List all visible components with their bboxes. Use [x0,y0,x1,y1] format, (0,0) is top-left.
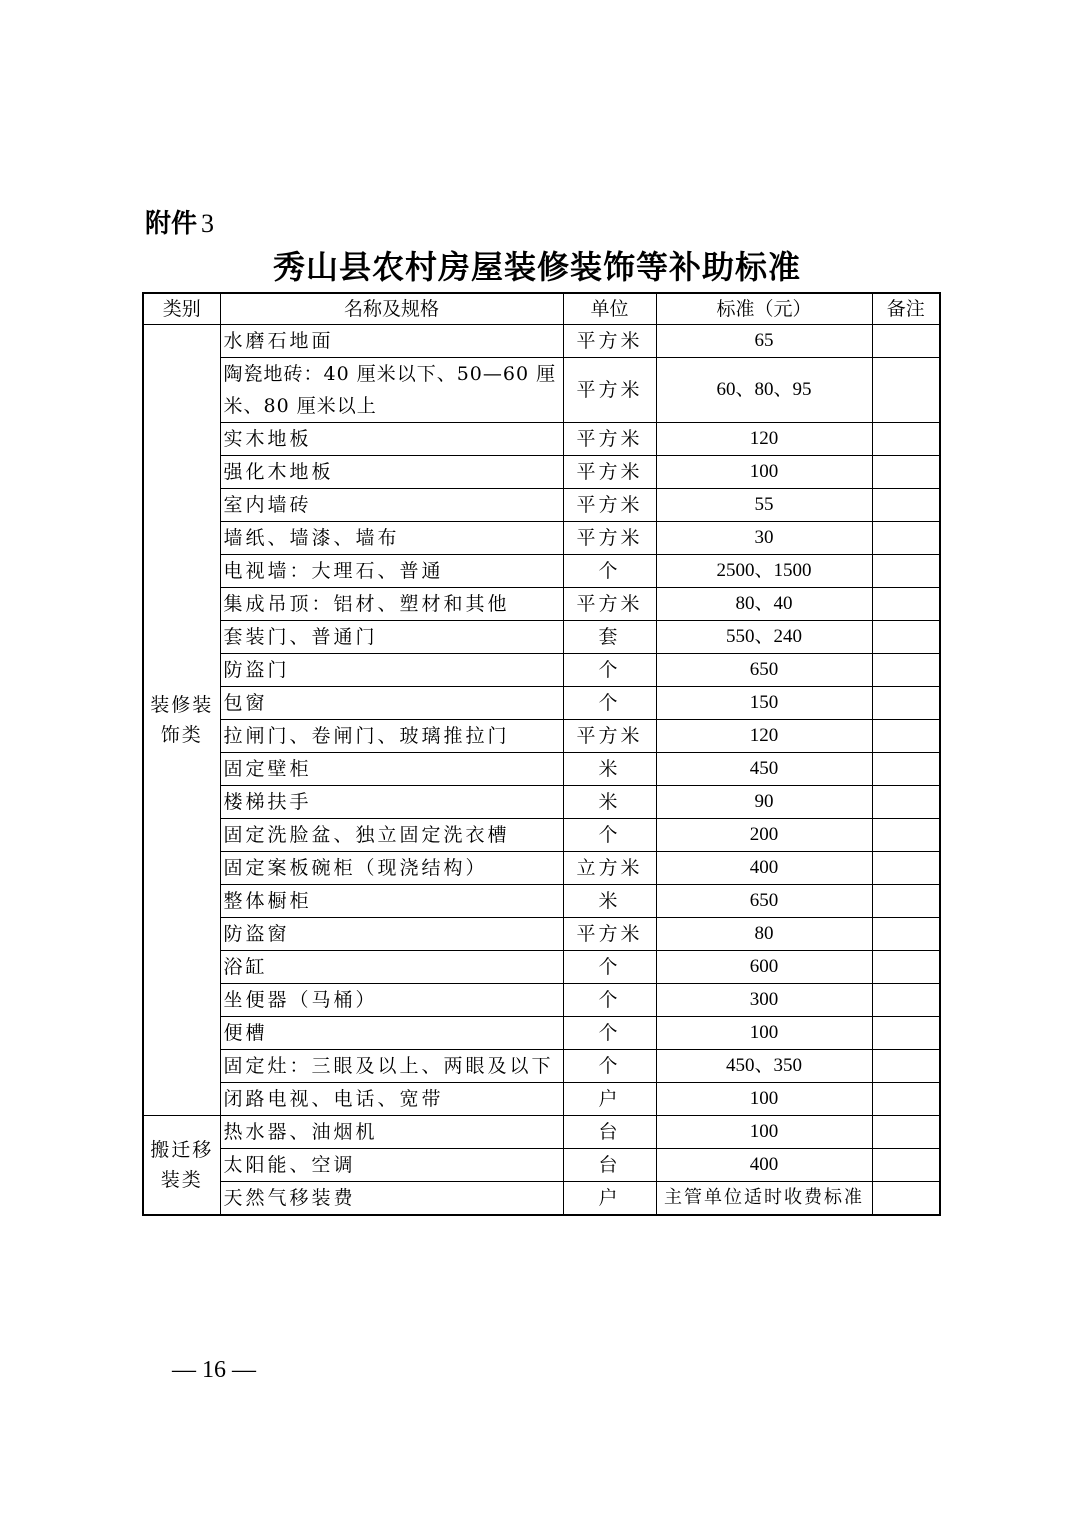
item-name-cell: 防盗门 [220,654,563,687]
note-cell [872,951,940,984]
table-row [143,621,940,654]
subsidy-standard-table [142,292,941,1216]
standard-cell: 200 [656,819,872,852]
item-name-cell: 闭路电视、电话、宽带 [220,1083,563,1116]
item-name-cell: 固定洗脸盆、独立固定洗衣槽 [220,819,563,852]
attachment-label-text: 附件 [145,209,198,239]
table-row [143,1182,940,1216]
note-cell [872,489,940,522]
item-name-cell: 水磨石地面 [220,325,563,358]
standard-cell: 60、80、95 [656,358,872,423]
table-row [143,1116,940,1149]
header-note: 备注 [872,293,940,325]
note-cell [872,423,940,456]
item-name-cell: 防盗窗 [220,918,563,951]
item-name-cell: 固定壁柜 [220,753,563,786]
standard-cell: 120 [656,720,872,753]
item-name-cell: 坐便器（马桶） [220,984,563,1017]
unit-cell: 个 [563,555,656,588]
unit-cell: 台 [563,1116,656,1149]
standard-cell: 400 [656,1149,872,1182]
item-name-cell: 实木地板 [220,423,563,456]
unit-cell: 平方米 [563,720,656,753]
standard-cell: 600 [656,951,872,984]
unit-cell: 户 [563,1182,656,1216]
table-row [143,588,940,621]
table-row [143,1050,940,1083]
note-cell [872,1182,940,1216]
item-name-cell: 楼梯扶手 [220,786,563,819]
standard-cell: 80 [656,918,872,951]
unit-cell: 平方米 [563,358,656,423]
standard-cell: 100 [656,1116,872,1149]
item-name-cell: 室内墙砖 [220,489,563,522]
table-row [143,984,940,1017]
note-cell [872,358,940,423]
standard-cell: 100 [656,456,872,489]
unit-cell: 米 [563,753,656,786]
table-row [143,885,940,918]
standard-cell: 55 [656,489,872,522]
item-name-cell: 天然气移装费 [220,1182,563,1216]
note-cell [872,1116,940,1149]
note-cell [872,852,940,885]
standard-cell: 150 [656,687,872,720]
table-row [143,456,940,489]
table-row [143,654,940,687]
standard-cell: 300 [656,984,872,1017]
standard-cell: 主管单位适时收费标准 [656,1182,872,1216]
table-row [143,555,940,588]
table-row [143,1149,940,1182]
table-row [143,819,940,852]
item-name-cell: 包窗 [220,687,563,720]
note-cell [872,522,940,555]
standard-cell: 550、240 [656,621,872,654]
item-name-cell: 强化木地板 [220,456,563,489]
note-cell [872,984,940,1017]
table-row [143,852,940,885]
unit-cell: 个 [563,819,656,852]
note-cell [872,456,940,489]
unit-cell: 米 [563,885,656,918]
unit-cell: 米 [563,786,656,819]
table-row [143,753,940,786]
standard-cell: 65 [656,325,872,358]
header-row [143,293,940,325]
standard-cell: 100 [656,1017,872,1050]
item-name-cell: 陶瓷地砖：40 厘米以下、50—60 厘米、80 厘米以上 [220,358,563,423]
unit-cell: 个 [563,687,656,720]
note-cell [872,621,940,654]
unit-cell: 户 [563,1083,656,1116]
unit-cell: 台 [563,1149,656,1182]
item-name-cell: 便槽 [220,1017,563,1050]
unit-cell: 平方米 [563,423,656,456]
note-cell [872,1017,940,1050]
note-cell [872,1083,940,1116]
note-cell [872,555,940,588]
unit-cell: 平方米 [563,918,656,951]
standard-cell: 90 [656,786,872,819]
table-body [143,325,940,1216]
unit-cell: 平方米 [563,489,656,522]
standard-cell: 400 [656,852,872,885]
unit-cell: 平方米 [563,325,656,358]
item-name-cell: 整体橱柜 [220,885,563,918]
item-name-cell: 固定案板碗柜（现浇结构） [220,852,563,885]
table-header [143,293,940,325]
category-cell: 搬迁移装类 [143,1116,220,1216]
note-cell [872,720,940,753]
note-cell [872,654,940,687]
standard-cell: 2500、1500 [656,555,872,588]
note-cell [872,918,940,951]
item-name-cell: 电视墙：大理石、普通 [220,555,563,588]
unit-cell: 个 [563,1050,656,1083]
standard-cell: 650 [656,654,872,687]
note-cell [872,1050,940,1083]
standard-cell: 120 [656,423,872,456]
note-cell [872,819,940,852]
table-row [143,423,940,456]
standard-cell: 100 [656,1083,872,1116]
standard-cell: 450、350 [656,1050,872,1083]
category-cell: 装修装饰类 [143,325,220,1116]
unit-cell: 个 [563,1017,656,1050]
table-row [143,522,940,555]
header-unit: 单位 [563,293,656,325]
document-title: 秀山县农村房屋装修装饰等补助标准 [272,248,801,286]
header-name: 名称及规格 [220,293,563,325]
table-row [143,687,940,720]
table-row [143,951,940,984]
unit-cell: 平方米 [563,522,656,555]
unit-cell: 个 [563,984,656,1017]
item-name-cell: 集成吊顶：铝材、塑材和其他 [220,588,563,621]
standard-cell: 650 [656,885,872,918]
note-cell [872,325,940,358]
note-cell [872,588,940,621]
attachment-number: 3 [201,209,215,238]
unit-cell: 个 [563,951,656,984]
note-cell [872,687,940,720]
standard-cell: 450 [656,753,872,786]
table-row [143,720,940,753]
attachment-label [145,203,214,240]
item-name-cell: 太阳能、空调 [220,1149,563,1182]
standard-cell: 80、40 [656,588,872,621]
table-row [143,325,940,358]
unit-cell: 套 [563,621,656,654]
unit-cell: 个 [563,654,656,687]
item-name-cell: 拉闸门、卷闸门、玻璃推拉门 [220,720,563,753]
unit-cell: 平方米 [563,588,656,621]
unit-cell: 平方米 [563,456,656,489]
table-row [143,489,940,522]
note-cell [872,753,940,786]
item-name-cell: 浴缸 [220,951,563,984]
header-standard: 标准（元） [656,293,872,325]
item-name-cell: 套装门、普通门 [220,621,563,654]
note-cell [872,1149,940,1182]
unit-cell: 立方米 [563,852,656,885]
item-name-cell: 固定灶：三眼及以上、两眼及以下 [220,1050,563,1083]
note-cell [872,885,940,918]
standard-cell: 30 [656,522,872,555]
note-cell [872,786,940,819]
item-name-cell: 墙纸、墙漆、墙布 [220,522,563,555]
table-row [143,786,940,819]
table-row [143,358,940,423]
item-name-cell: 热水器、油烟机 [220,1116,563,1149]
page-number: — 16 — [172,1357,256,1383]
table-row [143,1017,940,1050]
header-category: 类别 [143,293,220,325]
table-row [143,1083,940,1116]
table-row [143,918,940,951]
